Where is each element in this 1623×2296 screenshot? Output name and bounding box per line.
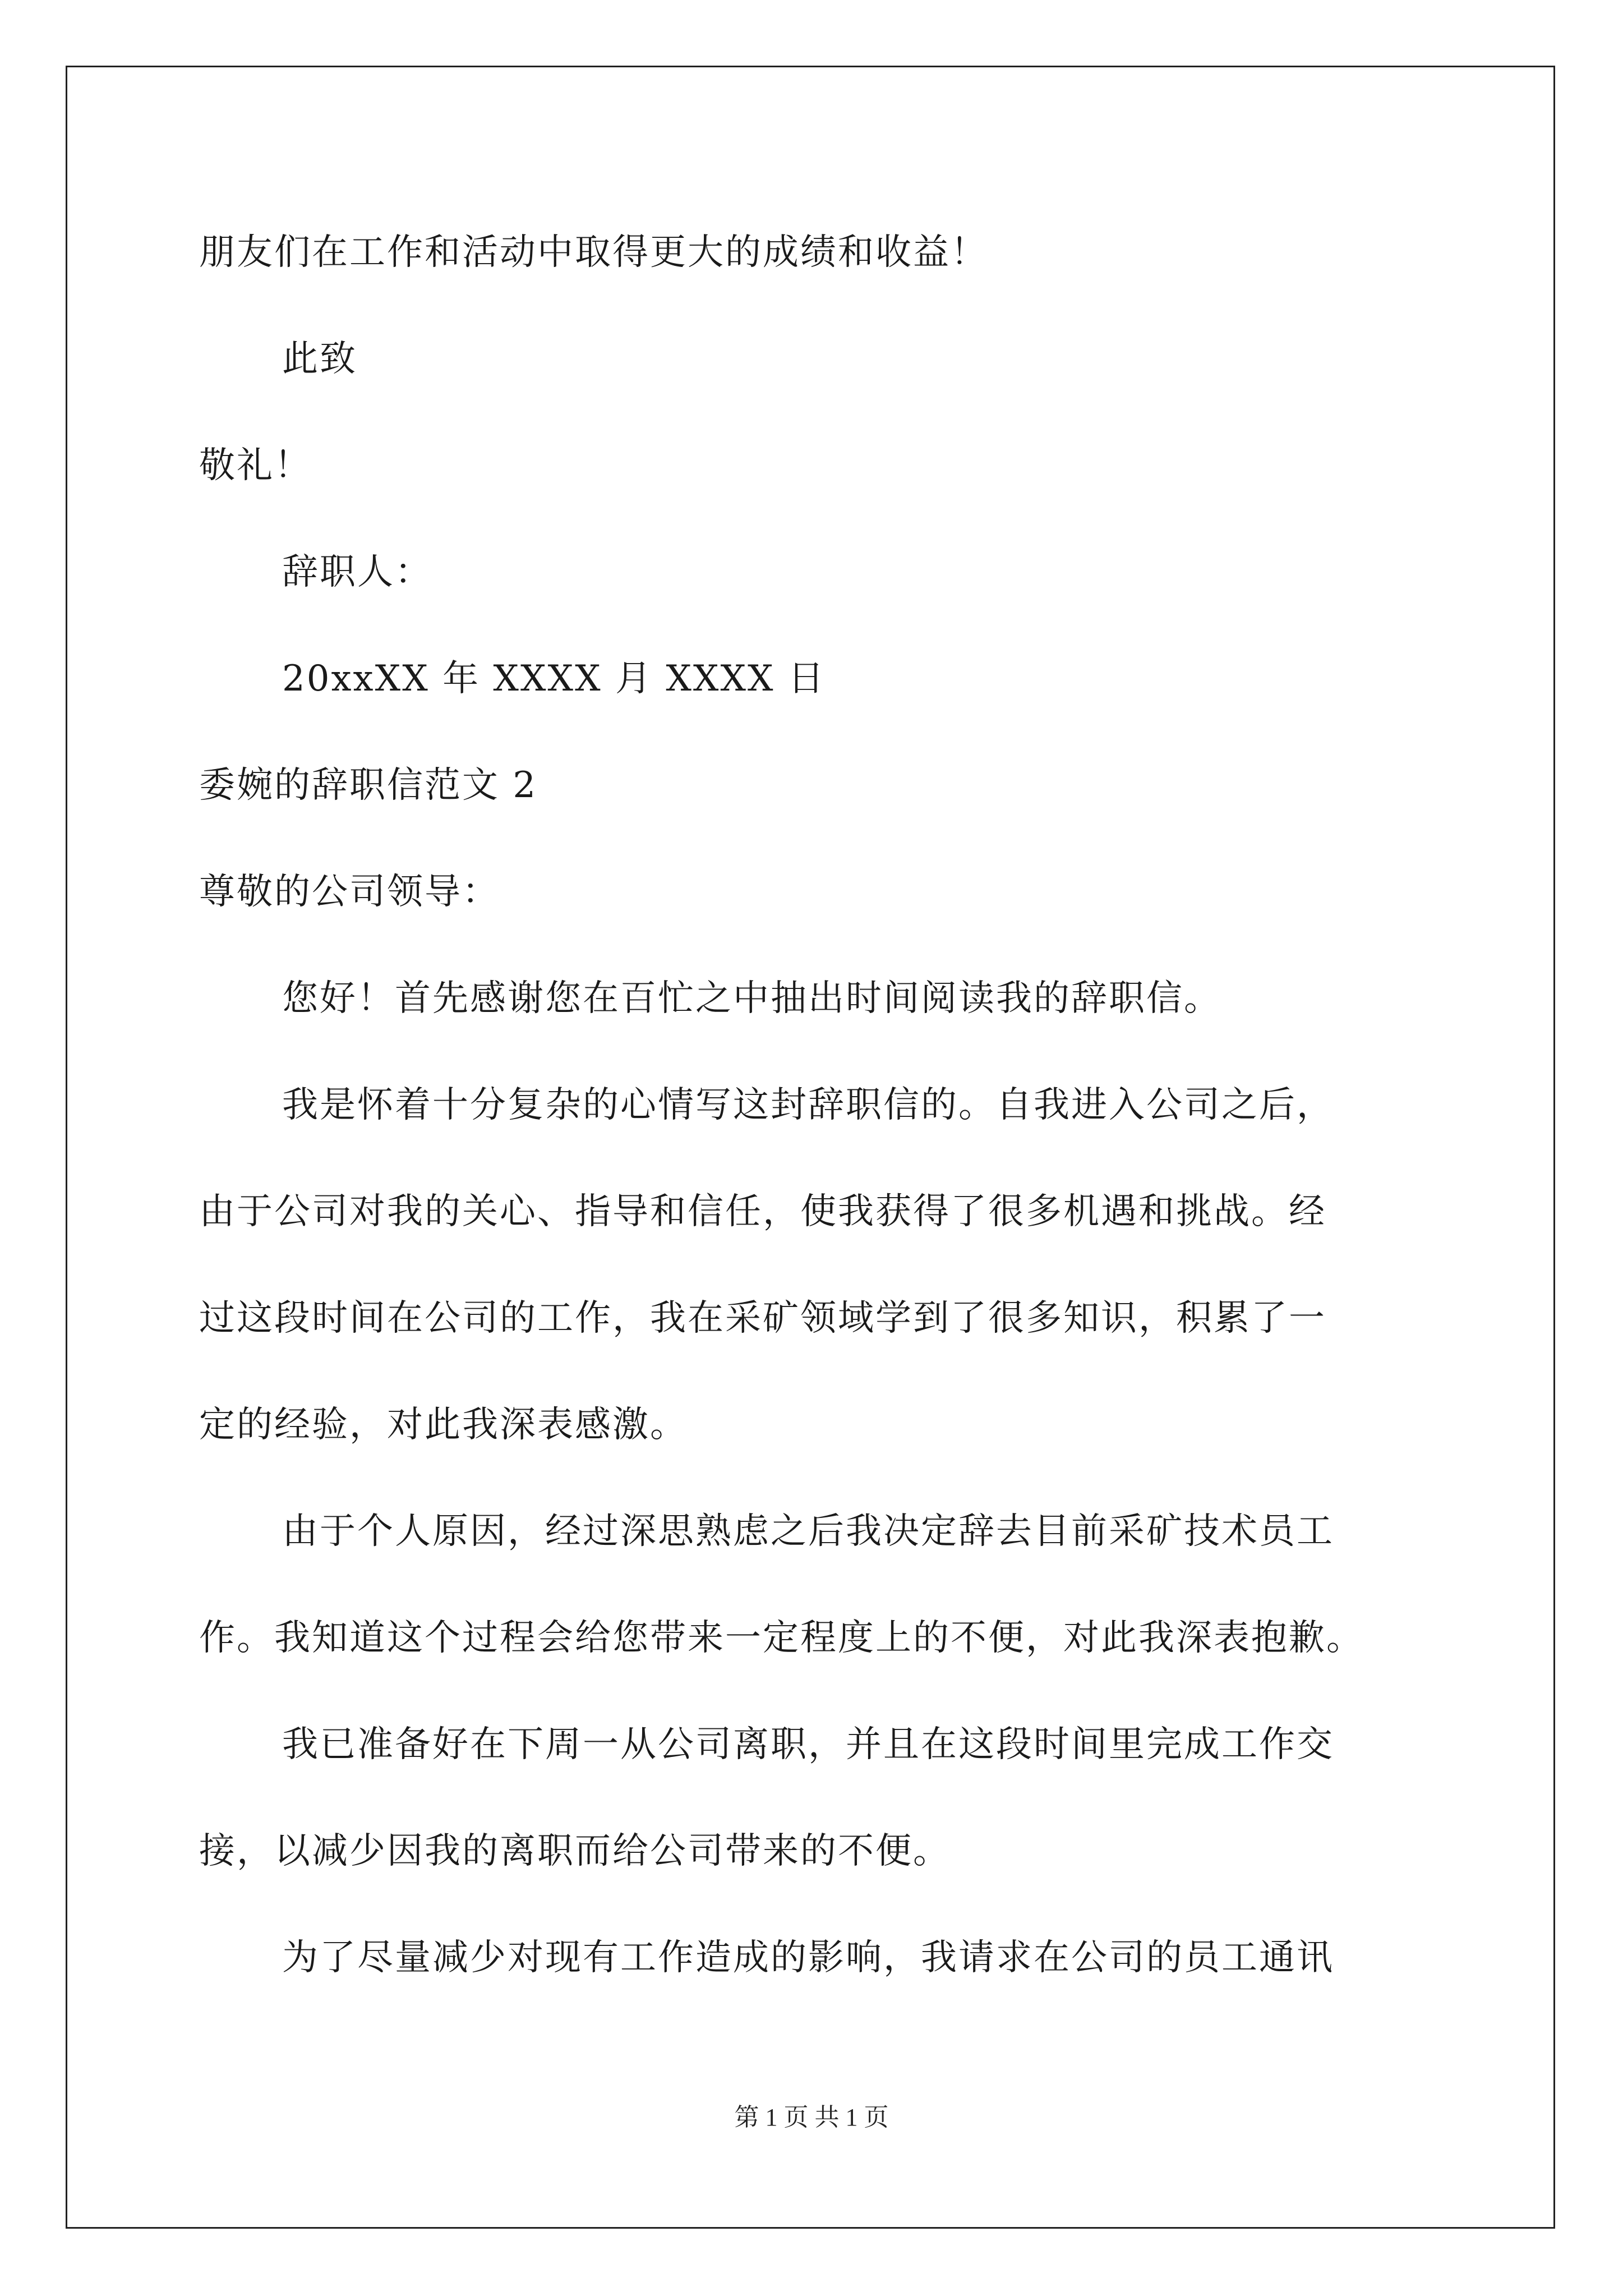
text-line: 接，以减少因我的离职而给公司带来的不便。 xyxy=(199,1830,951,1872)
text-line: 由于个人原因，经过深思熟虑之后我决定辞去目前采矿技术员工 xyxy=(282,1511,1334,1552)
date-line: 20xxXX 年 XXXX 月 XXXX 日 xyxy=(282,658,826,700)
text-line: 定的经验，对此我深表感激。 xyxy=(199,1404,688,1446)
greeting: 尊敬的公司领导： xyxy=(199,871,500,913)
text-line: 我是怀着十分复杂的心情写这封辞职信的。自我进入公司之后， xyxy=(282,1084,1334,1126)
closing-regards: 敬礼！ xyxy=(199,445,312,486)
text-line: 我已准备好在下周一从公司离职，并且在这段时间里完成工作交 xyxy=(282,1724,1334,1765)
text-line: 朋友们在工作和活动中取得更大的成绩和收益！ xyxy=(199,232,988,273)
text-line: 您好！首先感谢您在百忙之中抽出时间阅读我的辞职信。 xyxy=(282,978,1221,1019)
text-line: 由于公司对我的关心、指导和信任，使我获得了很多机遇和挑战。经 xyxy=(199,1191,1326,1232)
section-heading: 委婉的辞职信范文 2 xyxy=(199,765,538,806)
text-line: 过这段时间在公司的工作，我在采矿领域学到了很多知识，积累了一 xyxy=(199,1297,1326,1339)
text-line: 为了尽量减少对现有工作造成的影响，我请求在公司的员工通讯 xyxy=(282,1937,1334,1978)
signature-label: 辞职人： xyxy=(282,551,432,593)
closing-salutation: 此致 xyxy=(282,338,357,380)
page-border xyxy=(66,66,1555,2229)
text-line: 作。我知道这个过程会给您带来一定程度上的不便，对此我深表抱歉。 xyxy=(199,1617,1364,1659)
page-number-footer: 第 1 页 共 1 页 xyxy=(734,2104,889,2131)
